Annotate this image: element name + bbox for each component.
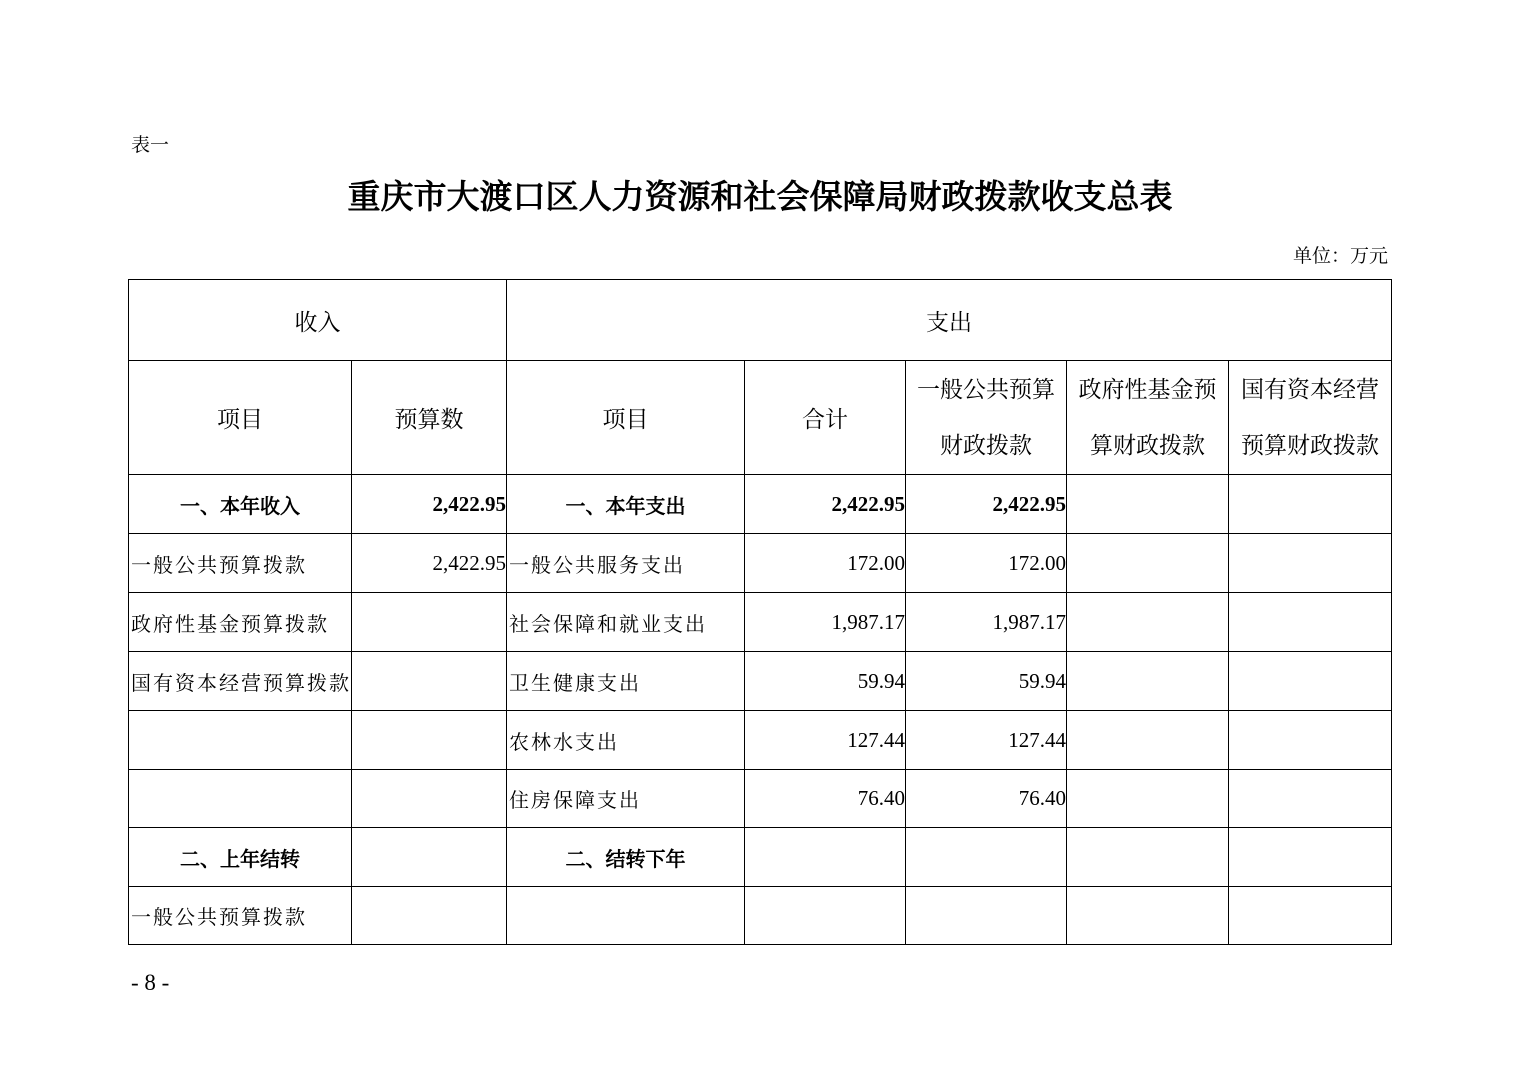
expense-fund xyxy=(1067,593,1229,652)
header-state-capital xyxy=(1229,361,1392,475)
unit-label: 单位：万元 xyxy=(1292,245,1388,267)
expense-item: 社会保障和就业支出 xyxy=(507,593,745,652)
header-gov-fund xyxy=(1067,361,1229,475)
table-row xyxy=(129,534,1392,593)
table-row xyxy=(129,475,1392,534)
income-budget: 2,422.95 xyxy=(352,534,507,593)
expense-total xyxy=(745,887,906,945)
expense-total: 76.40 xyxy=(745,770,906,828)
header-income-budget: 预算数 xyxy=(352,361,507,475)
budget-summary-table xyxy=(128,279,1392,945)
table-row xyxy=(129,887,1392,945)
expense-capital xyxy=(1229,770,1392,828)
income-budget xyxy=(352,652,507,711)
income-budget xyxy=(352,593,507,652)
expense-general: 172.00 xyxy=(906,534,1067,593)
header-general-line2: 财政拨款 xyxy=(940,432,1032,459)
income-item: 二、上年结转 xyxy=(129,828,352,887)
expense-general xyxy=(906,828,1067,887)
income-item xyxy=(129,770,352,828)
expense-capital xyxy=(1229,475,1392,534)
expense-total: 59.94 xyxy=(745,652,906,711)
income-item: 政府性基金预算拨款 xyxy=(129,593,352,652)
table-tag: 表一 xyxy=(131,134,170,156)
income-budget: 2,422.95 xyxy=(352,475,507,534)
income-item: 一般公共预算拨款 xyxy=(129,534,352,593)
header-fund-line2: 算财政拨款 xyxy=(1090,432,1205,459)
expense-capital xyxy=(1229,711,1392,770)
expense-capital xyxy=(1229,887,1392,945)
expense-general: 1,987.17 xyxy=(906,593,1067,652)
income-item: 一、本年收入 xyxy=(129,475,352,534)
expense-fund xyxy=(1067,652,1229,711)
expense-item: 卫生健康支出 xyxy=(507,652,745,711)
income-item xyxy=(129,711,352,770)
table-row xyxy=(129,711,1392,770)
header-total: 合计 xyxy=(745,361,906,475)
expense-item: 二、结转下年 xyxy=(507,828,745,887)
expense-general xyxy=(906,887,1067,945)
page-number: - 8 - xyxy=(131,970,170,995)
expense-general: 2,422.95 xyxy=(906,475,1067,534)
header-row-top xyxy=(129,280,1392,361)
expense-item: 一般公共服务支出 xyxy=(507,534,745,593)
table-row xyxy=(129,593,1392,652)
expense-capital xyxy=(1229,828,1392,887)
table-row xyxy=(129,770,1392,828)
table-row xyxy=(129,652,1392,711)
expense-total xyxy=(745,828,906,887)
expense-total: 1,987.17 xyxy=(745,593,906,652)
document-title: 重庆市大渡口区人力资源和社会保障局财政拨款收支总表 xyxy=(347,177,1173,216)
expense-item: 住房保障支出 xyxy=(507,770,745,828)
header-row-sub xyxy=(129,361,1392,475)
income-budget xyxy=(352,711,507,770)
expense-fund xyxy=(1067,770,1229,828)
expense-total: 127.44 xyxy=(745,711,906,770)
income-budget xyxy=(352,887,507,945)
income-item: 一般公共预算拨款 xyxy=(129,887,352,945)
header-fund-line1: 政府性基金预 xyxy=(1078,376,1217,403)
expense-general: 59.94 xyxy=(906,652,1067,711)
header-income: 收入 xyxy=(129,280,507,361)
income-budget xyxy=(352,828,507,887)
header-general-line1: 一般公共预算 xyxy=(917,376,1055,403)
income-budget xyxy=(352,770,507,828)
expense-item: 农林水支出 xyxy=(507,711,745,770)
expense-capital xyxy=(1229,593,1392,652)
expense-general: 76.40 xyxy=(906,770,1067,828)
expense-fund xyxy=(1067,534,1229,593)
income-item: 国有资本经营预算拨款 xyxy=(129,652,352,711)
expense-total: 172.00 xyxy=(745,534,906,593)
header-general-budget xyxy=(906,361,1067,475)
expense-fund xyxy=(1067,828,1229,887)
expense-total: 2,422.95 xyxy=(745,475,906,534)
table-row xyxy=(129,828,1392,887)
expense-fund xyxy=(1067,475,1229,534)
expense-item: 一、本年支出 xyxy=(507,475,745,534)
expense-capital xyxy=(1229,534,1392,593)
header-expense: 支出 xyxy=(507,280,1392,361)
expense-capital xyxy=(1229,652,1392,711)
expense-fund xyxy=(1067,711,1229,770)
header-capital-line1: 国有资本经营 xyxy=(1241,376,1380,403)
header-income-item: 项目 xyxy=(129,361,352,475)
header-expense-item: 项目 xyxy=(507,361,745,475)
header-capital-line2: 预算财政拨款 xyxy=(1241,432,1380,459)
expense-general: 127.44 xyxy=(906,711,1067,770)
expense-item xyxy=(507,887,745,945)
expense-fund xyxy=(1067,887,1229,945)
